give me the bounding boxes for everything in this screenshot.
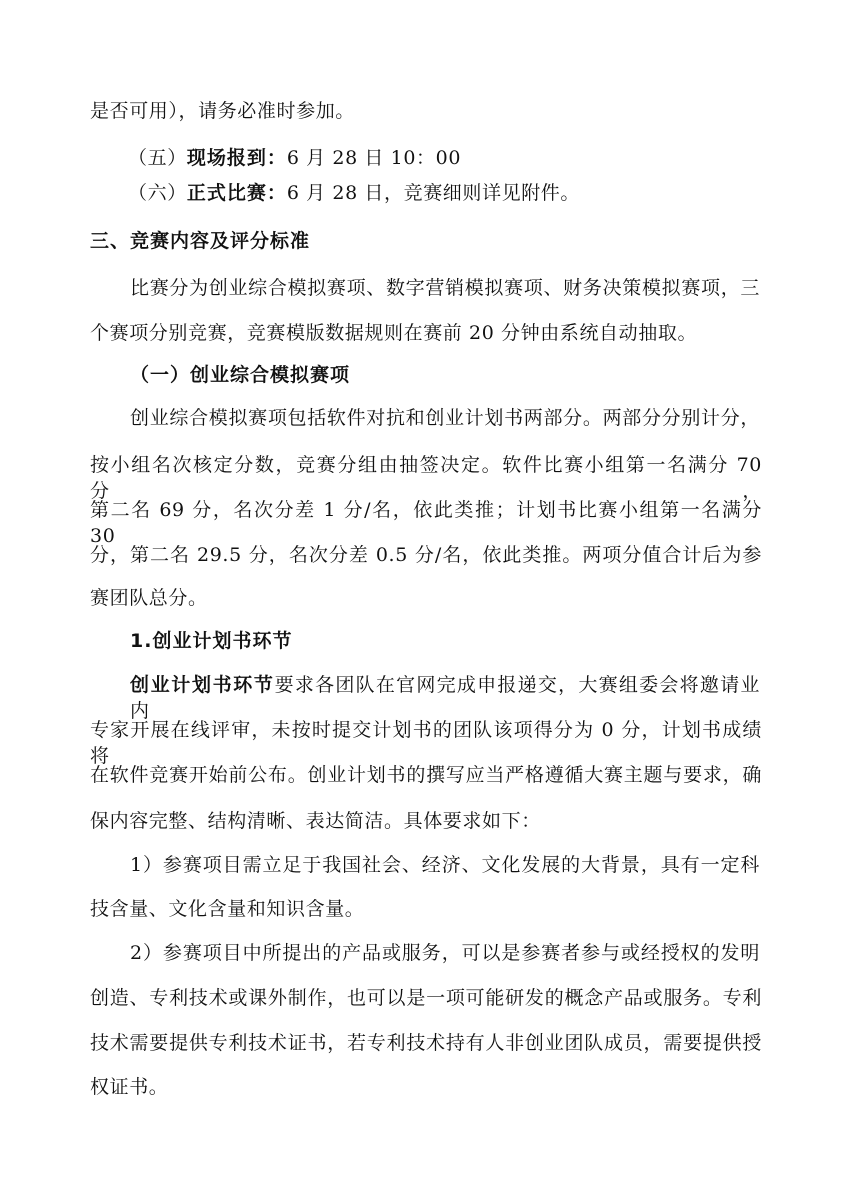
paragraph-line: 技含量、文化含量和知识含量。	[90, 898, 365, 920]
paragraph-line: 第二名 69 分，名次分差 1 分/名，依此类推；计划书比赛小组第一名满分 30	[90, 499, 762, 547]
paragraph-line: 权证书。	[90, 1076, 169, 1098]
item-label: 正式比赛：	[186, 182, 287, 204]
paragraph-line: 2）参赛项目中所提出的产品或服务，可以是参赛者参与或经授权的发明	[130, 942, 760, 964]
item-prefix: （五）	[128, 147, 187, 169]
paragraph-line: 技术需要提供专利技术证书，若专利技术持有人非创业团队成员，需要提供授	[90, 1032, 762, 1054]
paragraph-line: 1）参赛项目需立足于我国社会、经济、文化发展的大背景，具有一定科	[130, 854, 760, 876]
subsection-heading: 1.创业计划书环节	[130, 630, 293, 652]
inline-text: 要求各团队在官网完成申报递交，大赛组委会将邀请业内	[130, 674, 760, 722]
item-label: 现场报到：	[186, 147, 287, 169]
paragraph-line: 个赛项分别竞赛，竞赛模版数据规则在赛前 20 分钟由系统自动抽取。	[90, 322, 698, 344]
schedule-item-competition	[128, 180, 808, 206]
paragraph-line: 保内容完整、结构清晰、表达简洁。具体要求如下：	[90, 810, 541, 832]
text-line: 是否可用），请务必准时参加。	[90, 100, 355, 122]
paragraph-line: 按小组名次核定分数，竞赛分组由抽签决定。软件比赛小组第一名满分 70 分，	[90, 454, 762, 502]
paragraph-line: 在软件竞赛开始前公布。创业计划书的撰写应当严格遵循大赛主题与要求，确	[90, 764, 762, 786]
inline-bold-term: 创业计划书环节	[130, 674, 275, 696]
section-heading: 三、竞赛内容及评分标准	[90, 230, 311, 252]
item-prefix: （六）	[128, 182, 187, 204]
schedule-item-checkin	[128, 145, 808, 171]
subsection-heading: （一）创业综合模拟赛项	[130, 364, 351, 386]
paragraph-line: 分，第二名 29.5 分，名次分差 0.5 分/名，依此类推。两项分值合计后为参	[90, 544, 762, 566]
paragraph-line: 专家开展在线评审，未按时提交计划书的团队该项得分为 0 分，计划书成绩将	[90, 719, 762, 767]
paragraph-line: 创业综合模拟赛项包括软件对抗和创业计划书两部分。两部分分别计分，	[130, 407, 760, 429]
item-value: 6 月 28 日，竞赛细则详见附件。	[286, 182, 581, 204]
paragraph-line: 赛团队总分。	[90, 587, 208, 609]
item-value: 6 月 28 日 10：00	[286, 147, 462, 169]
paragraph-line: 创造、专利技术或课外制作，也可以是一项可能研发的概念产品或服务。专利	[90, 987, 762, 1009]
paragraph-line: 比赛分为创业综合模拟赛项、数字营销模拟赛项、财务决策模拟赛项，三	[130, 277, 760, 299]
